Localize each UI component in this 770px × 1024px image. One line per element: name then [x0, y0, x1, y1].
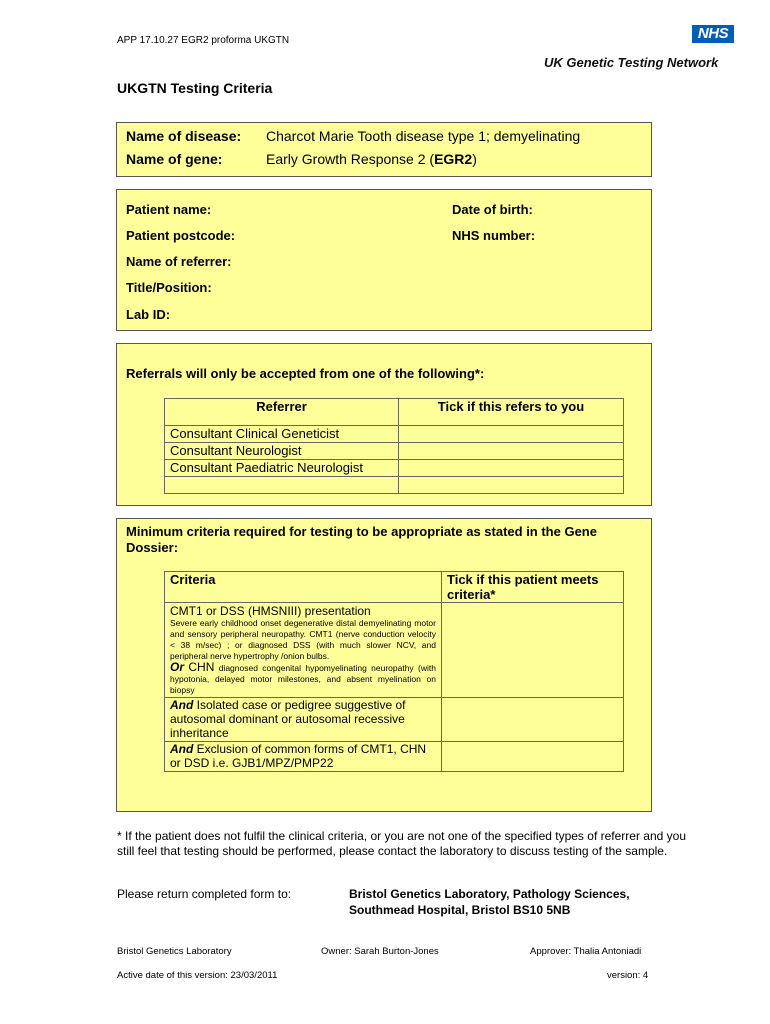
table-row: [165, 426, 624, 443]
table-row: [165, 443, 624, 460]
footer-approver: Approver: Thalia Antoniadi: [530, 946, 642, 957]
or-keyword: Or: [170, 660, 185, 674]
document-reference: APP 17.10.27 EGR2 proforma UKGTN: [117, 35, 290, 46]
referrer-table: [164, 398, 624, 494]
chn-description: diagnosed congenital hypomyelinating neuropathy (with hypotonia, delayed motor milestones, and absent myelination on biopsy: [170, 663, 436, 695]
referrer-cell: Consultant Clinical Geneticist: [165, 426, 399, 443]
footer-active-date: Active date of this version: 23/03/2011: [117, 970, 278, 981]
lab-id-label: Lab ID:: [126, 307, 171, 322]
referrer-cell: Consultant Paediatric Neurologist: [165, 460, 399, 477]
patient-postcode-label: Patient postcode:: [126, 228, 236, 243]
disease-label: Name of disease:: [126, 128, 242, 144]
chn-term: CHN: [188, 660, 215, 674]
criteria-heading: Minimum criteria required for testing to be appropriate as stated in the Gene Dossier:: [126, 524, 597, 555]
tick-cell[interactable]: [399, 426, 624, 443]
and-keyword: And: [170, 698, 194, 712]
referrer-column-header: Referrer: [165, 399, 399, 426]
referrer-cell: [165, 477, 399, 494]
referrer-name-label: Name of referrer:: [126, 254, 232, 269]
tick-cell[interactable]: [442, 742, 624, 772]
return-address-line2: Southmead Hospital, Bristol BS10 5NB: [349, 903, 571, 917]
footer-lab: Bristol Genetics Laboratory: [117, 946, 232, 957]
table-row: [165, 742, 624, 772]
criteria-column-header: Criteria: [165, 572, 442, 603]
tick-cell[interactable]: [399, 443, 624, 460]
nhs-number-label: NHS number:: [452, 228, 536, 243]
criteria-table: [164, 571, 624, 772]
return-label: Please return completed form to:: [117, 887, 292, 901]
disease-value: Charcot Marie Tooth disease type 1; demyelinating: [266, 128, 581, 144]
tick-cell[interactable]: [399, 477, 624, 494]
tick-column-header: Tick if this refers to you: [399, 399, 624, 426]
gene-label: Name of gene:: [126, 151, 223, 167]
date-of-birth-label: Date of birth:: [452, 202, 533, 217]
table-row: [165, 603, 624, 698]
referrer-cell: Consultant Neurologist: [165, 443, 399, 460]
table-row: [165, 477, 624, 494]
gene-value-prefix: Early Growth Response 2 (: [266, 151, 435, 167]
criteria-box: [116, 518, 652, 812]
referral-box: [116, 343, 652, 506]
footer-owner: Owner: Sarah Burton-Jones: [321, 946, 439, 957]
table-row: [165, 698, 624, 742]
criteria-description: Severe early childhood onset degenerative distal demyelinating motor and sensory peripheral neuropathy. CMT1 (nerve conduction velocity < 38 m/sec) ; or diagnosed DSS (with much slower NCV, and peripheral nerve hypertrophy /onion bulbs.: [170, 618, 436, 661]
criteria-title: CMT1 or DSS (HMSNIII) presentation: [170, 604, 371, 618]
return-address-line1: Bristol Genetics Laboratory, Pathology Sciences,: [349, 887, 630, 901]
criteria-text: Exclusion of common forms of CMT1, CHN or DSD i.e. GJB1/MPZ/PMP22: [170, 742, 427, 770]
gene-value: [266, 151, 477, 167]
nhs-logo: NHS: [692, 25, 734, 43]
footnote: * If the patient does not fulfil the clinical criteria, or you are not one of the specified types of referrer and you still feel that testing should be performed, please contact the laboratory to discuss testing of the sample.: [117, 829, 686, 858]
tick-cell[interactable]: [442, 698, 624, 742]
disease-box: [116, 122, 652, 177]
page-title: UKGTN Testing Criteria: [117, 80, 273, 96]
tick-cell[interactable]: [399, 460, 624, 477]
footer-version: version: 4: [607, 970, 649, 981]
patient-details-box: [116, 189, 652, 331]
criteria-text: Isolated case or pedigree suggestive of autosomal dominant or autosomal recessive inheritance: [170, 698, 406, 740]
network-name: UK Genetic Testing Network: [544, 55, 719, 70]
criteria-alternative: [170, 662, 436, 696]
meets-criteria-column-header: Tick if this patient meets criteria*: [442, 572, 624, 603]
gene-value-suffix: ): [472, 151, 477, 167]
and-keyword: And: [170, 742, 194, 756]
table-row: [165, 460, 624, 477]
title-position-label: Title/Position:: [126, 280, 212, 295]
patient-name-label: Patient name:: [126, 202, 212, 217]
tick-cell[interactable]: [442, 603, 624, 698]
referral-heading: Referrals will only be accepted from one of the following*:: [126, 366, 485, 381]
gene-symbol: EGR2: [434, 151, 473, 167]
